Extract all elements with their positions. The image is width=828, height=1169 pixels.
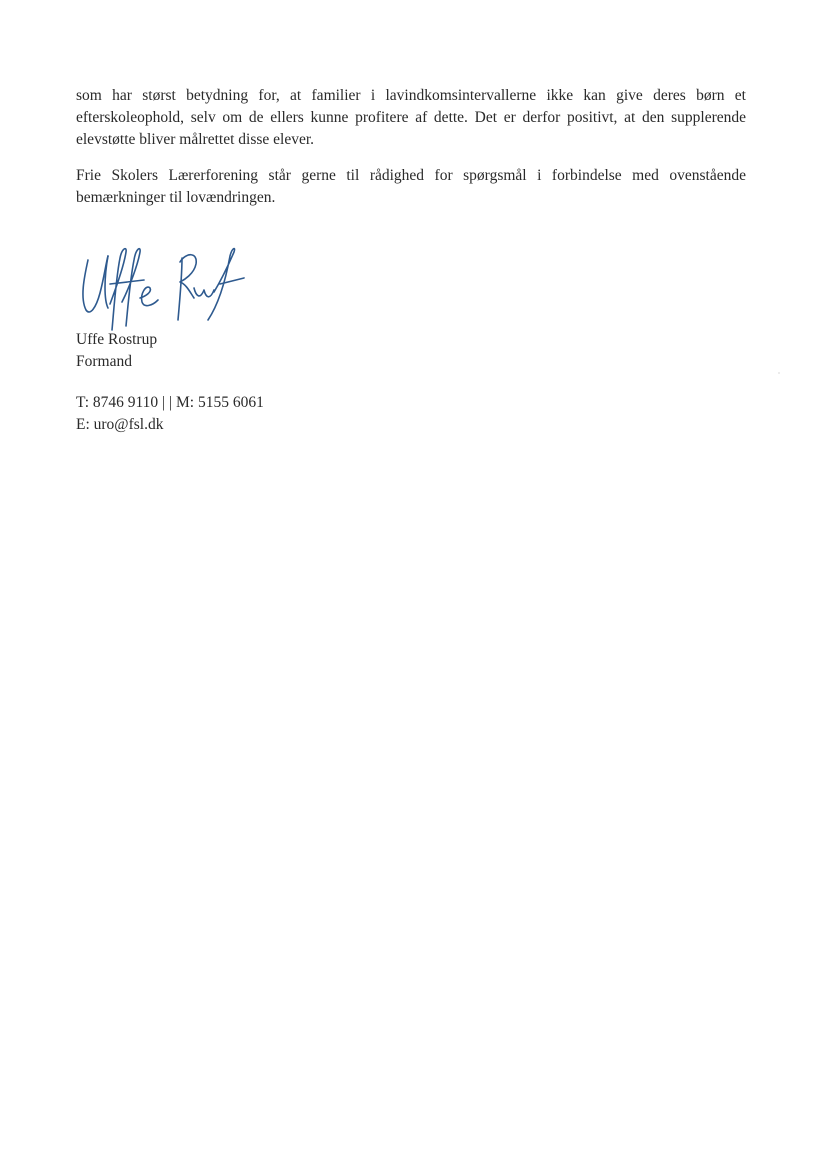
paragraph-line: som har størst betydning for, at familier i lavindkomsintervallerne ikke kan give deres børn et	[76, 87, 746, 104]
email-line: E: uro@fsl.dk	[76, 416, 164, 433]
paragraph-closing	[76, 165, 746, 209]
signer-name: Uffe Rostrup	[76, 331, 158, 348]
paragraph-line: Frie Skolers Lærerforening står gerne til rådighed for spørgsmål i forbindelse med ovenstående	[76, 167, 746, 184]
paragraph-line: efterskoleophold, selv om de ellers kunne profitere af dette. Det er derfor positivt, at den supplerende	[76, 109, 746, 126]
phone-line: T: 8746 9110 | | M: 5155 6061	[76, 394, 264, 411]
paragraph-line: bemærkninger til lovændringen.	[76, 189, 276, 206]
contact-block	[76, 392, 264, 436]
signer-title: Formand	[76, 353, 132, 370]
signer-block	[76, 329, 157, 373]
paragraph-line: elevstøtte bliver målrettet disse elever.	[76, 131, 315, 148]
paragraph-elevstotte	[76, 85, 746, 151]
handwritten-signature	[74, 238, 254, 338]
scan-speck	[778, 372, 780, 374]
